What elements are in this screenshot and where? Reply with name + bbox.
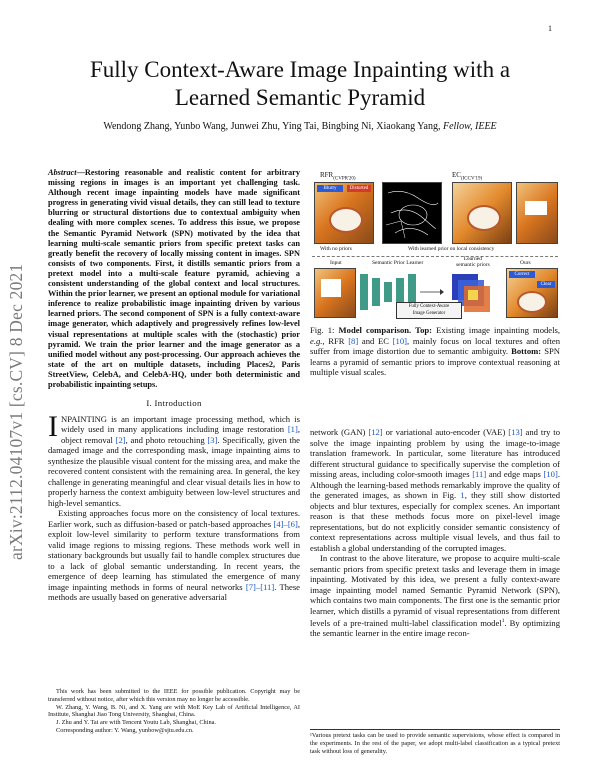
label-learned-prior: With learned prior on local consistency [408,246,495,252]
right-paragraph-2: In contrast to the above literature, we propose to acquire multi-scale semantic priors from specific pretext tasks and leverage them in image inpainting. Motivated by this idea, we present a fully context-aware image inpainting model named Semantic Pyramid Network (SPN), which contains two main components. The first one is the semantic prior learner, which distills a pyramid of visual representations from different levels of a pre-trained multi-label classification model$^1$. By optimizing the semantic learner in the entire image recon- [310,553,560,639]
abstract [48,168,300,390]
right-footnote: ¹Various pretext tasks can be used to provide semantic supervisions, whose effect is compared in the experiments. In the rest of the paper, we adopt multi-label classification as a typical pretext task without loss of generality. [310,729,560,755]
citation-link[interactable]: [10] [392,335,407,346]
author-list [40,121,560,132]
badge-distorted: Distorted [347,185,371,192]
ec-result-image [452,182,512,244]
badge-blurry: Blurry [317,185,343,192]
abstract-text: —Restoring reasonable and realistic content for arbitrary missing regions in images is an important yet challenging task. Although recent image inpainting models have made significant progress in generating vivid visual details, they can still lead to texture blurring or structural distortions due to contextual ambiguity when dealing with more complex scenes. To address this issue, we propose the Semantic Pyramid Network (SPN) motivated by the idea that learning multi-scale semantic priors from specific pretext tasks can greatly benefit the recovery of locally missing content in images. SPN consists of two components. First, it distills semantic priors from a pretext model into a multi-scale feature pyramid, achieving a consistent understanding of the global context and local structures. Within the prior learner, we present an optional module for variational inference to realize probabilistic image inpainting driven by various learned priors. The second component of SPN is a fully context-aware image generator, which adaptively and progressively refines low-level visual representations at multiple scales with the (stochastic) prior pyramid. We train the prior learner and the image generator as a unified model without any post-processing. Our approach achieves the state of the art on multiple datasets, including Places2, Paris StreetView, CelebA, and CelebA-HQ, under both deterministic and probabilistic inpainting setups. [48,168,300,389]
intro-text: is an important image processing method, which is widely used in many applications including image restoration [61,413,300,435]
citation-link[interactable]: [10] [543,469,558,479]
badge-correct: Correct [509,271,535,278]
paper-title [40,56,560,112]
drop-cap: I [48,409,58,443]
label-no-priors: With no priors [320,246,352,252]
figure-1-caption: Fig. 1: Model comparison. Top: Existing image inpainting models, e.g., RFR [8] and EC [10], mainly focus on local textures and often suffer from image distortion due to semantic ambiguity. Bottom: SPN learns a pyramid of semantic priors to improve contextual reasoning at multiple visual scales. [310,325,560,377]
label-learned-priors: Learned semantic priors [456,256,490,268]
citation-link[interactable]: [3] [207,434,218,445]
image-generator-box: Fully Context-Aware Image Generator [396,302,462,319]
right-paragraph-1: network (GAN) [12] or variational auto-encoder (VAE) [13] and try to solve the image inpainting problem by using the image-to-image translation framework. In particular, some literature has introduced different structural guidance to specifically supervise the completion of missing areas, including color-smooth images [11] and edge maps [10]. Although the learning-based methods remarkably improve the quality of the generated images, as shown in Fig. 1, they still show distorted objects and blur textures, especially for complex scenes. An important reason is that these methods focus more on pixel-level image representations, but do not explicitly consider semantic consistency of context representations across multiple visual levels, and thus fail to establish a global understanding of the corrupted images. [310,427,560,553]
citation-link[interactable]: [13] [508,427,523,437]
ours-result-image [506,268,558,318]
ec-zoom-image [516,182,558,244]
authors-fellow: Fellow, IEEE [442,121,497,132]
label-ours: Ours [520,260,531,266]
label-semantic-prior-learner: Semantic Prior Learner [372,260,424,266]
intro-paragraph-2 [48,508,300,603]
intro-small-caps: NPAINTING [61,413,107,424]
citation-link[interactable]: [11] [472,469,487,479]
label-input: Input [330,260,342,266]
intro-text: Existing approaches focus more on the consistency of local textures. Earlier work, such as diffusion-based or patch-based approaches [48,508,300,529]
label-rfr: $RFR_{(CVPR'20)}$ [320,171,356,182]
intro-text: , and photo retouching [125,434,208,445]
left-column [48,168,300,603]
intro-paragraph-1 [48,409,301,509]
authors-names: Wendong Zhang, Yunbo Wang, Junwei Zhu, Ying Tai, Bingbing Ni, Xiaokang Yang, [103,121,441,132]
badge-clear: Clear [537,281,555,288]
footnote-corresponding: Corresponding author: Y. Wang, yunbow@sjtu.edu.cn. [56,726,194,734]
section-heading-introduction: I. Introduction [146,398,202,409]
citation-link[interactable]: [1] [287,424,298,435]
citation-link[interactable]: [12] [368,427,383,437]
figure-link[interactable]: 1 [460,490,465,500]
figure-1 [310,168,560,320]
title-line-1: Fully Context-Aware Image Inpainting with a [89,57,511,82]
footnote-affiliation-2: J. Zhu and Y. Tai are with Tencent Youtu Lab, Shanghai, China. [56,719,216,727]
rfr-result-image [314,182,374,244]
label-ec: $EC_{(ICCV'19)}$ [452,171,483,182]
intro-text: , object removal [61,424,300,445]
citation-link[interactable]: [8] [348,335,359,346]
footnote-submission: This work has been submitted to the IEEE for possible publication. Copyright may be transferred without notice, after which this version may no longer be accessible. [48,688,300,703]
edge-map-svg [383,183,441,243]
footnote-marker[interactable]: 1 [501,618,505,624]
intro-text: . These methods are usually based on generative adversarial [48,581,300,603]
page-number: 1 [548,24,552,33]
citation-link[interactable]: [2] [115,434,126,445]
arxiv-stamp: arXiv:2112.04107v1 [cs.CV] 8 Dec 2021 [6,263,26,560]
citation-link[interactable]: [7]–[11] [245,581,275,592]
abstract-label: Abstract [48,168,77,177]
right-column-text [310,427,560,639]
ec-edge-map [382,182,442,244]
figure-divider [312,256,558,257]
footnote-affiliation-1: W. Zhang, Y. Wang, B. Ni, and X. Yang are with MoE Key Lab of Artificial Intelligence, AI Institute, Shanghai Jiao Tong University, Shanghai, China. [48,703,300,719]
intro-text: . Specifically, given the damaged image and the corresponding mask, image inpainting aims to synthesize the plausible visual content for the missing area, and make the recovered content consistent with the remaining area. In general, the key challenge in generating meaningful and clear visual details lies in how to properly harness the context ambiguity between low-level structures and high-level semantics. [48,434,301,508]
input-image [314,268,356,318]
citation-link[interactable]: [4]–[6] [273,518,298,529]
title-line-2: Learned Semantic Pyramid [174,85,426,110]
left-footnotes [48,688,300,735]
intro-text: , exploit low-level similarity to perform texture transformations from valid image regions to missing regions. These methods work well in stationary backgrounds but usually fail to handle complex structures due to a lack of global semantic understanding. In recent years, the emergence of deep learning has stimulated the emergence of many image inpainting methods in forms of neural networks [48,518,300,592]
